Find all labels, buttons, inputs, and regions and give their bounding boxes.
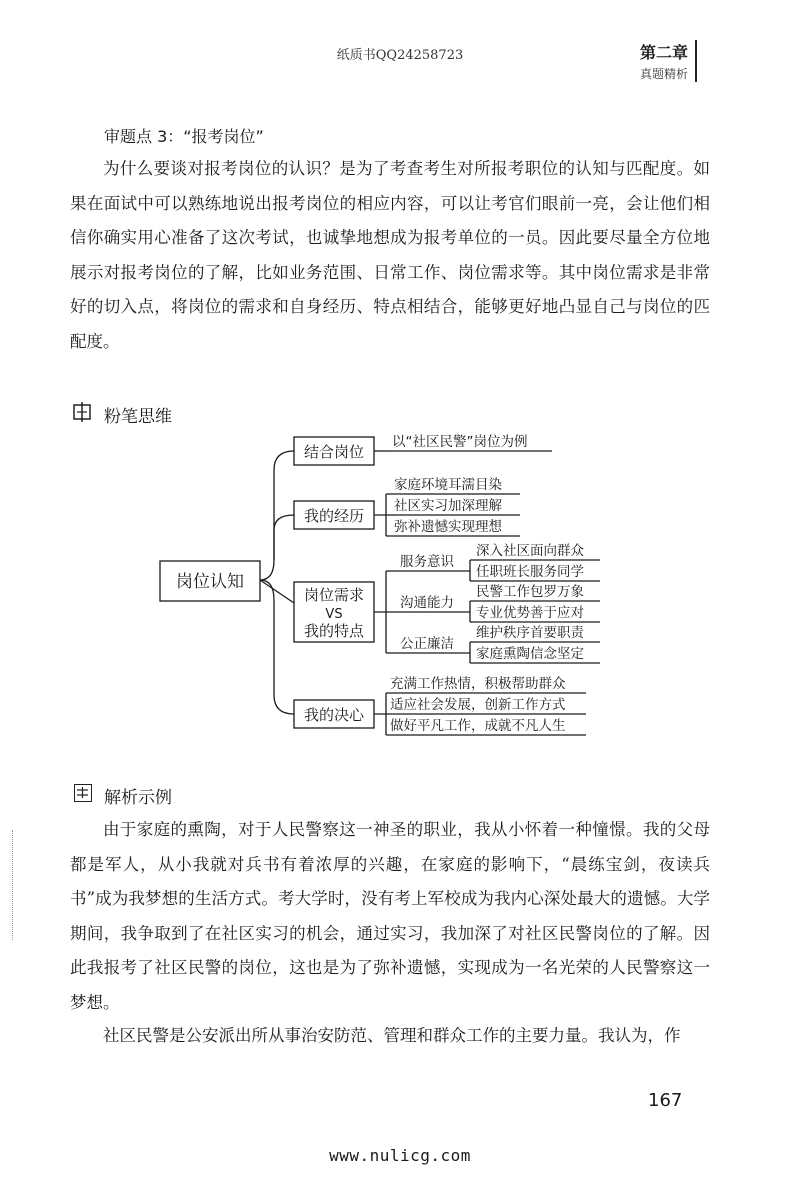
analysis-paragraph-1: [70, 813, 710, 1020]
branch-label: 我的经历: [303, 507, 365, 525]
page-number: 167: [648, 1090, 683, 1111]
branch-label: VS: [325, 607, 343, 622]
branch-label: 结合岗位: [303, 443, 365, 461]
branch-label: 我的决心: [303, 706, 365, 724]
group-item: 家庭熏陶信念坚定: [476, 646, 584, 662]
group-item: 深入社区面向群众: [476, 543, 584, 559]
group-name: 服务意识: [400, 554, 454, 570]
analysis-paragraph-2: [70, 1019, 710, 1054]
analysis-heading: 解析示例: [104, 788, 172, 808]
branch-leaf: 弥补遗憾实现理想: [394, 519, 502, 535]
analysis-heading-icon: [74, 784, 92, 802]
branch-leaf: 做好平凡工作，成就不凡人生: [390, 718, 566, 734]
mindmap-heading: 粉笔思维: [104, 407, 172, 427]
group-name: 沟通能力: [400, 595, 454, 611]
branch-leaf: 以“社区民警”岗位为例: [392, 434, 528, 450]
scan-margin-artifact: [12, 830, 14, 940]
chapter-subtitle: 真题精析: [639, 67, 688, 81]
group-item: 民警工作包罗万象: [476, 584, 584, 600]
group-item: 专业优势善于应对: [476, 605, 584, 621]
mindmap-root: 岗位认知: [176, 572, 244, 592]
header-watermark-text: 纸质书QQ24258723: [336, 48, 464, 63]
chapter-title: 第二章: [639, 43, 688, 62]
footer-url: www.nulicg.com: [329, 1146, 471, 1165]
branch-leaf: 社区实习加深理解: [394, 498, 502, 514]
branch-leaf: 充满工作热情，积极帮助群众: [390, 676, 566, 692]
group-item: 任职班长服务同学: [476, 564, 584, 580]
intro-text: 为什么要谈对报考岗位的认识？是为了考查考生对所报考职位的认知与匹配度。如果在面试中可以熟练地说出报考岗位的相应内容，可以让考官们眼前一亮，会让他们相信你确实用心准备了这次考试，也诚挚地想成为报考单位的一员。因此要尽量全方位地展示对报考岗位的了解，比如业务范围、日常工作、岗位需求等。其中岗位需求是非常好的切入点，将岗位的需求和自身经历、特点相结合，能够更好地凸显自己与岗位的匹配度。: [70, 159, 710, 351]
section-title: 审题点 3：“报考岗位”: [104, 127, 264, 146]
group-name: 公正廉洁: [400, 636, 454, 652]
branch-leaf: 适应社会发展，创新工作方式: [390, 697, 566, 713]
analysis-text-2: 社区民警是公安派出所从事治安防范、管理和群众工作的主要力量。我认为，作: [103, 1026, 681, 1045]
analysis-text-1: 由于家庭的熏陶，对于人民警察这一神圣的职业，我从小怀着一种憧憬。我的父母都是军人，从小我就对兵书有着浓厚的兴趣，在家庭的影响下，“晨练宝剑，夜读兵书”成为我梦想的生活方式。考大学时，没有考上军校成为我内心深处最大的遗憾。大学期间，我争取到了在社区实习的机会，通过实习，我加深了对社区民警岗位的了解。因此我报考了社区民警的岗位，这也是为了弥补遗憾，实现成为一名光荣的人民警察这一梦想。: [70, 820, 710, 1012]
branch-leaf: 家庭环境耳濡目染: [394, 477, 502, 493]
group-item: 维护秩序首要职责: [476, 625, 584, 641]
branch-label: 岗位需求: [303, 586, 365, 604]
branch-label: 我的特点: [303, 622, 365, 640]
